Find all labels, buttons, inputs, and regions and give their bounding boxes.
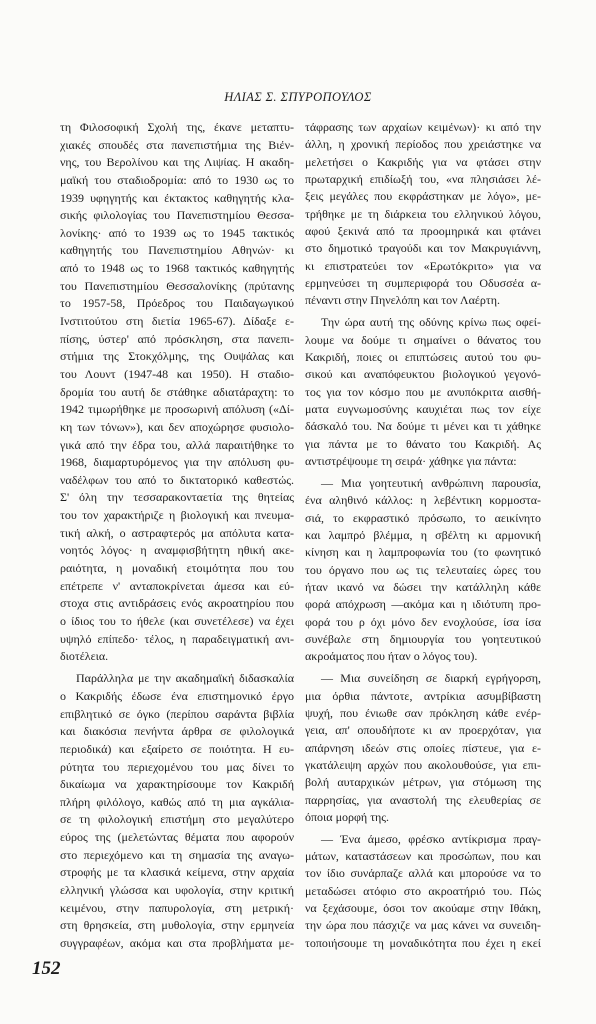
text-line: δικαίωμα να χαρακτηρίσουμε τον Κακριδή — [60, 777, 294, 792]
text-line: χιακές σπουδές στα πανεπιστήμια της Βιέν- — [60, 137, 294, 152]
text-line: μάτων, καταστάσεων και προσώπων, που και — [305, 849, 541, 864]
text-line: πλήρη φιλόλογο, καθώς από τη μια αγκάλια- — [60, 794, 294, 809]
text-line: καθηγητής του Πανεπιστημίου Αθηνών· κι — [60, 243, 294, 258]
text-line: — Ένα άμεσο, φρέσκο αντίκρισμα πραγ- — [321, 831, 541, 846]
text-line: Σ' όλη την τεσσαρακονταετία της θητείας — [60, 490, 294, 505]
text-line: ξεις μεγάλες που εκφράστηκαν με λόγο», με- — [305, 189, 541, 204]
text-line: γικά από την έδρα του, αλλά παραιτήθηκε το — [60, 437, 294, 452]
text-line: όποια μορφή της. — [305, 809, 390, 824]
text-line: του Πανεπιστημίου Θεσσαλονίκης (πρύτανης — [60, 278, 294, 293]
text-line: και διακόσια πενήντα άρθρα σε φιλολογικά — [60, 724, 294, 739]
text-line: πέναντι στην Πηνελόπη και τον Λαέρτη. — [305, 293, 500, 308]
text-line: στη θρησκεία, στη μυθολογία, στην ερμηνεία — [60, 918, 294, 933]
text-line: επιβλητικό σε όγκο (περίπου σαράντα βιβλία — [60, 706, 294, 721]
text-line: κι επιστρατεύει τον «Ερωτόκριτο» για να — [305, 258, 541, 273]
text-line: ερμηνεύσει τη συμπεριφορά του Οδυσσέα α- — [305, 276, 541, 291]
text-line: του Λουντ (1947-48 και 1950). Η σταδιο- — [60, 366, 294, 381]
right-column — [305, 119, 541, 952]
paragraph — [305, 670, 541, 826]
text-line: τάφρασης των αρχαίων κειμένων)· κι από την — [305, 120, 541, 134]
text-line: μαϊκή του σταδιοδρομία: από το 1930 ως το — [60, 172, 294, 187]
text-line: — Μια γοητευτική ανθρώπινη παρουσία, — [321, 475, 541, 490]
text-line: σε τη φιλολογική επιστήμη στο μεγαλύτερο — [60, 812, 294, 827]
text-line: συγγραφέων, ακόμα και στα προβλήματα με- — [60, 935, 294, 950]
text-line: του όργανο που ως τις τελευταίες ώρες του — [305, 562, 541, 577]
text-line: σιά, το εκφραστικό πρόσωπο, το αεικίνητο — [305, 510, 541, 525]
text-line: ήταν ικανό να δώσει την κατάλληλη κάθε — [305, 579, 541, 594]
page-number: 152 — [32, 958, 61, 979]
text-line: περιοδικά) και εξαίρετο σε ποιότητα. Η ευ- — [60, 741, 294, 756]
text-line: από το 1948 ως το 1968 τακτικός καθηγητής — [60, 261, 294, 276]
text-line: επέτρεπε ν' ανταποκρίνεται άμεσα και εύ- — [60, 578, 294, 593]
text-line: ρύτητα του περιεχομένου του μας δίνει το — [60, 759, 294, 774]
paragraph — [305, 119, 541, 310]
text-line: 1942 τιμωρήθηκε με προσωρινή απόλυση («Δί- — [60, 402, 294, 417]
text-line: την ώρα που πάσχιζε να μας κάνει να συνειδη- — [305, 918, 541, 933]
running-title: ΗΛΙΑΣ Σ. ΣΠΥΡΟΠΟΥΛΟΣ — [224, 90, 372, 104]
text-line: να ξεχάσουμε, όσοι τον ακούαμε στην Ιθάκη, — [305, 901, 541, 916]
text-line: νοητός λόγος· η αναμφισβήτητη ηθική ακε- — [60, 543, 294, 558]
text-line: φορά απόχρωση —ακόμα και η ιδιότυπη προ- — [305, 597, 541, 612]
text-line: στο δημοτικό τραγούδι και τον Μακρυγιάννη, — [305, 241, 541, 256]
text-line: συνέβαλε στη δημιουργία του γοητευτικού — [305, 631, 541, 646]
text-line: ελληνική γλώσσα και υφολογία, στην κριτική — [60, 883, 294, 898]
text-line: — Μια συνείδηση σε διαρκή εγρήγορση, — [321, 671, 541, 686]
text-line: Την ώρα αυτή της οδύνης κρίνω πως οφεί- — [321, 315, 541, 330]
text-line: άλλη, η χρονική περίοδος που χρειάστηκε να — [305, 137, 541, 152]
text-line: εύρος της (μελετώντας θέματα που αφορούν — [60, 830, 294, 845]
text-line: δάσκαλό του. Να δούμε τι μένει και τι χάθηκε — [305, 419, 541, 434]
text-line: διοτέλεια. — [60, 649, 109, 664]
text-line: απάρνηση ιδεών στις οποίες πίστευε, για ε- — [305, 740, 541, 755]
text-line: αντιστρέψουμε τη σειρά· χάθηκε για πάντα: — [305, 454, 517, 469]
text-line: κη των τόνων»), και δεν αποχώρησε φυσιολο- — [60, 419, 294, 434]
text-line: τοποιήσουμε τη μοναδικότητα που έχει η εκεί — [305, 935, 541, 950]
paragraph — [305, 475, 541, 666]
text-line: μελετήσει ο Κακριδής για να φτάσει στην — [305, 154, 541, 169]
text-line: ένα αληθινό κάλλος: η λεβέντικη κορμοστα- — [305, 493, 541, 508]
text-line: Παράλληλα με την ακαδημαϊκή διδασκαλία — [76, 671, 294, 686]
text-line: τος για τον κόσμο που με ανυπόκριτα αισθή- — [305, 384, 541, 399]
text-line: 1939 υφηγητής και έκτακτος καθηγητής κλα- — [60, 190, 294, 205]
text-line: λονίκης· από το 1939 ως το 1945 τακτικός — [60, 225, 294, 240]
text-line: μια όρθια πάντοτε, αντρίκια ασυμβίβαστη — [305, 688, 541, 703]
text-line: μεταδώσει ατόφιο στο ακροατήριό του. Πώς — [305, 883, 541, 898]
text-line: το 1957-58, Πρόεδρος του Παιδαγωγικού — [60, 296, 294, 311]
text-line: τική αλκή, ο αστραφτερός μα απόλυτα κατα- — [60, 525, 294, 540]
text-line: πίσης, ύστερ' από πρόσκληση, στα πανεπι- — [60, 331, 294, 346]
text-line: για πάντα με το θάνατο του Κακριδή. Ας — [305, 436, 541, 451]
text-line: σικής φιλολογίας του Πανεπιστημίου Θεσσα- — [60, 208, 294, 223]
text-line: στο περιεχόμενο και τη σημασία της αναγω- — [60, 847, 294, 862]
text-line: και λαμπρό βλέμμα, η σβέλτη κι αρμονική — [305, 527, 541, 542]
text-line: στροφής με τα κλασικά κείμενα, στην αρχαία — [60, 865, 294, 880]
text-line: ο Κακριδής έδωσε ένα επιστημονικό έργο — [60, 689, 294, 703]
text-line: ματα ευγνωμοσύνης καυχιέται πως τον είχε — [305, 402, 541, 416]
text-line: φορά του ρ όχι μόνο δεν ενοχλούσε, ίσα ίσα — [305, 614, 541, 629]
paragraph — [60, 670, 294, 952]
text-line: του τον χαρακτήριζε η βιολογική και πνευμα- — [60, 508, 294, 523]
text-line: ακροάματος που ήταν ο λόγος του). — [305, 649, 478, 664]
text-line: υψηλό επίπεδο· τέλος, η παραδειγματική ανι- — [60, 631, 294, 646]
text-line: γεια, απ' οπουδήποτε κι αν προερχόταν, για — [305, 723, 541, 738]
paragraph — [60, 119, 294, 666]
text-line: στοχα στις αντιδράσεις ενός ακροατηρίου που — [60, 596, 294, 611]
text-line: τρήθηκε με τη διάρκεια του ελληνικού λόγου, — [305, 206, 541, 221]
text-line: δρομία του αυτή δε στάθηκε αδιατάραχτη: το — [60, 384, 294, 399]
text-line: πρωταρχική επιδίωξή του, «να πλησιάσει λέ- — [305, 172, 541, 187]
text-line: τη Φιλοσοφική Σχολή της, έκανε μεταπτυ- — [60, 120, 294, 134]
text-line: τον ίδιο συνάρπαζε αλλά και μπορούσε να το — [305, 866, 541, 881]
paragraph — [305, 831, 541, 952]
left-column — [60, 119, 294, 953]
text-line: σικού και αναπόφευκτου βιολογικού γεγονό- — [305, 367, 541, 382]
text-line: στήμια της Στοκχόλμης, της Ουψάλας και — [60, 349, 294, 364]
text-line: 1968, διαμαρτυρόμενος για την απόλυση φυ- — [60, 455, 294, 470]
text-line: ψυχή, που ένιωθε σαν πρόκληση κάθε ενέρ- — [305, 705, 541, 720]
text-line: παρρησίας, για αναστολή της ελευθερίας σε — [305, 792, 541, 807]
paragraph — [305, 314, 541, 470]
text-line: ραιότητα, η μοναδική ετοιμότητα που του — [60, 561, 294, 576]
text-line: κειμένου, στην παπυρολογία, στη μετρική· — [60, 900, 294, 915]
text-line: Κακριδή, ποιες οι επιπτώσεις αυτού του φυ- — [305, 349, 541, 364]
text-line: Ινστιτούτου στη διετία 1965-67). Δίδαξε ε- — [60, 314, 294, 329]
text-line: βολή αυταρχικών μέτρων, για στόμωση της — [305, 775, 541, 790]
text-line: ο ίδιος του το ήθελε (και συνετέλεσε) να έχει — [60, 613, 294, 628]
text-line: νης, του Βερολίνου και της Λιψίας. Η ακαδη- — [60, 155, 294, 170]
text-line: ναδέλφων του από το δικτατορικό καθεστώς. — [60, 472, 294, 487]
text-line: κίνηση και η λαμπροφωνία του (το φωνητικό — [305, 545, 541, 560]
text-line: αφού ξεκινά από τα προομηρικά και φτάνει — [305, 224, 541, 239]
text-line: λουμε να δούμε τι σημαίνει ο θάνατος του — [305, 332, 541, 347]
text-line: γκατάλειψη αρχών που ακολουθούσε, για επι- — [305, 757, 541, 772]
